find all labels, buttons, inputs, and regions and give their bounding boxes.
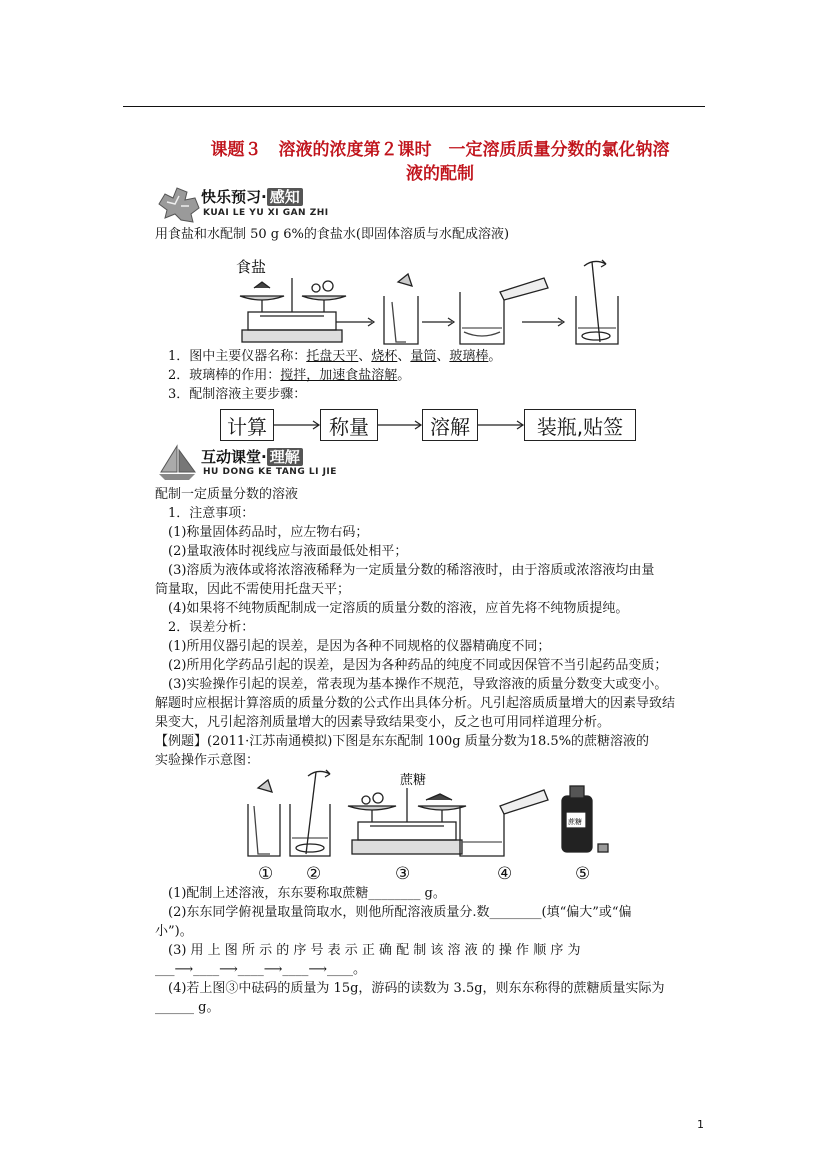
banner-preview-title: 快乐预习· 感知 — [201, 186, 303, 207]
example-question-1: (1)配制上述溶液，东东要称取蔗糖________ g。 — [168, 886, 446, 901]
example-question-3-blanks: ___⟶____⟶____⟶____⟶____。 — [155, 962, 367, 977]
note-item: (2)量取液体时视线应与液面最低处相平； — [168, 544, 408, 559]
note-item: (1)称量固体药品时，应左物右码； — [168, 525, 369, 540]
example-question-3: (3) 用 上 图 所 示 的 序 号 表 示 正 确 配 制 该 溶 液 的 操 作 顺 序 为 — [168, 943, 581, 958]
bottle-label: 蔗糖 — [568, 818, 582, 826]
step-calculate: 计算 — [220, 409, 274, 441]
example-question-2-continued: 小”)。 — [155, 924, 193, 939]
balance-sugar-icon — [348, 788, 466, 854]
sailboat-icon — [155, 444, 201, 480]
figure-step-number: ⑤ — [575, 864, 591, 884]
figure2-label: 蔗糖 — [400, 773, 427, 788]
step-arrows — [272, 418, 532, 432]
example-question-4: (4)若上图③中砝码的质量为 15g，游码的读数为 3.5g，则东东称得的蔗糖质量实际为 — [168, 981, 665, 996]
question-1: 1．图中主要仪器名称：托盘天平、烧杯、量筒、玻璃棒。 — [168, 349, 502, 364]
banner-interactive-tag: 理解 — [267, 448, 303, 466]
figure-step-number: ② — [306, 864, 322, 884]
error-item: (2)所用化学药品引起的误差，是因为各种药品的纯度不同或因保管不当引起药品变质； — [168, 658, 668, 673]
intro-text: 用食盐和水配制 50 g 6%的食盐水(即固体溶质与水配成溶液) — [155, 227, 510, 242]
figure-step-number: ④ — [497, 864, 513, 884]
stir-icon — [576, 260, 618, 344]
step-bottle-label: 装瓶,贴签 — [524, 409, 636, 441]
error-item-continued: 解题时应根据计算溶质的质量分数的公式作出具体分析。凡引起溶质质量增大的因素导致结 — [155, 696, 676, 711]
figure-salt-solution — [232, 252, 632, 348]
answer-glass-rod: 玻璃棒 — [449, 349, 489, 364]
figure-sugar-solution — [240, 766, 620, 862]
answer-cylinder: 量筒 — [410, 349, 437, 364]
step-weigh: 称量 — [320, 409, 378, 441]
error-item: (1)所用仪器引起的误差，是因为各种不同规格的仪器精确度不同； — [168, 639, 551, 654]
notes-title: 1．注意事项： — [168, 506, 255, 521]
errors-title: 2．误差分析： — [168, 620, 255, 635]
title-line-2: 液的配制 — [406, 164, 474, 184]
banner-preview — [155, 184, 355, 224]
answer-glass-rod-use: 搅拌，加速食盐溶解 — [280, 368, 398, 383]
note-item: (4)如果将不纯物质配制成一定溶质的质量分数的溶液，应首先将不纯物质提纯。 — [168, 601, 629, 616]
example-question-2: (2)东东同学俯视量取量筒取水，则他所配溶液质量分.数________(填“偏大”或“偏 — [168, 905, 632, 920]
puzzle-icon — [155, 184, 203, 224]
example-heading-continued: 实验操作示意图： — [155, 753, 260, 768]
pour-water-sugar-icon — [460, 790, 548, 856]
example-question-4-continued: ______ g。 — [155, 1000, 220, 1015]
banner-preview-pinyin: KUAI LE YU XI GAN ZHI — [203, 208, 329, 218]
section-heading: 配制一定质量分数的溶液 — [155, 487, 299, 502]
note-item-continued: 筒量取，因此不需使用托盘天平； — [155, 582, 351, 597]
question-3: 3．配制溶液主要步骤： — [168, 387, 307, 402]
balance-icon — [240, 278, 346, 342]
figure-step-number: ① — [258, 864, 274, 884]
banner-interactive-title: 互动课堂· 理解 — [201, 446, 303, 467]
figure-step-number: ③ — [395, 864, 411, 884]
page-title — [150, 138, 730, 186]
question-2: 2．玻璃棒的作用：搅拌，加速食盐溶解。 — [168, 368, 411, 383]
beaker-stir-icon — [290, 770, 330, 856]
beaker-icon — [384, 274, 418, 344]
title-line-1: 课题３ 溶液的浓度第２课时 一定溶质质量分数的氯化钠溶 — [210, 140, 670, 160]
banner-preview-tag: 感知 — [267, 188, 303, 206]
answer-beaker: 烧杯 — [371, 349, 398, 364]
answer-balance: 托盘天平 — [306, 349, 359, 364]
error-item: (3)实验操作引起的误差，常表现为基本操作不规范，导致溶液的质量分数变大或变小。 — [168, 677, 668, 692]
header-rule — [123, 106, 705, 107]
pour-water-icon — [460, 278, 548, 344]
page-number: 1 — [697, 1118, 704, 1131]
banner-interactive — [155, 444, 355, 482]
example-heading: 【例题】(2011·江苏南通模拟)下图是东东配制 100g 质量分数为18.5%的蔗糖溶液的 — [155, 734, 650, 749]
banner-interactive-pinyin: HU DONG KE TANG LI JIE — [203, 467, 337, 477]
figure1-label: 食盐 — [236, 258, 267, 276]
error-item-continued: 果变大，凡引起溶剂质量增大的因素导致结果变小，反之也可用同样道理分析。 — [155, 715, 611, 730]
beaker-add-sugar-icon — [248, 780, 280, 856]
step-dissolve: 溶解 — [422, 409, 478, 441]
note-item: (3)溶质为液体或将浓溶液稀释为一定质量分数的稀溶液时，由于溶质或浓溶液均由量 — [168, 563, 655, 578]
